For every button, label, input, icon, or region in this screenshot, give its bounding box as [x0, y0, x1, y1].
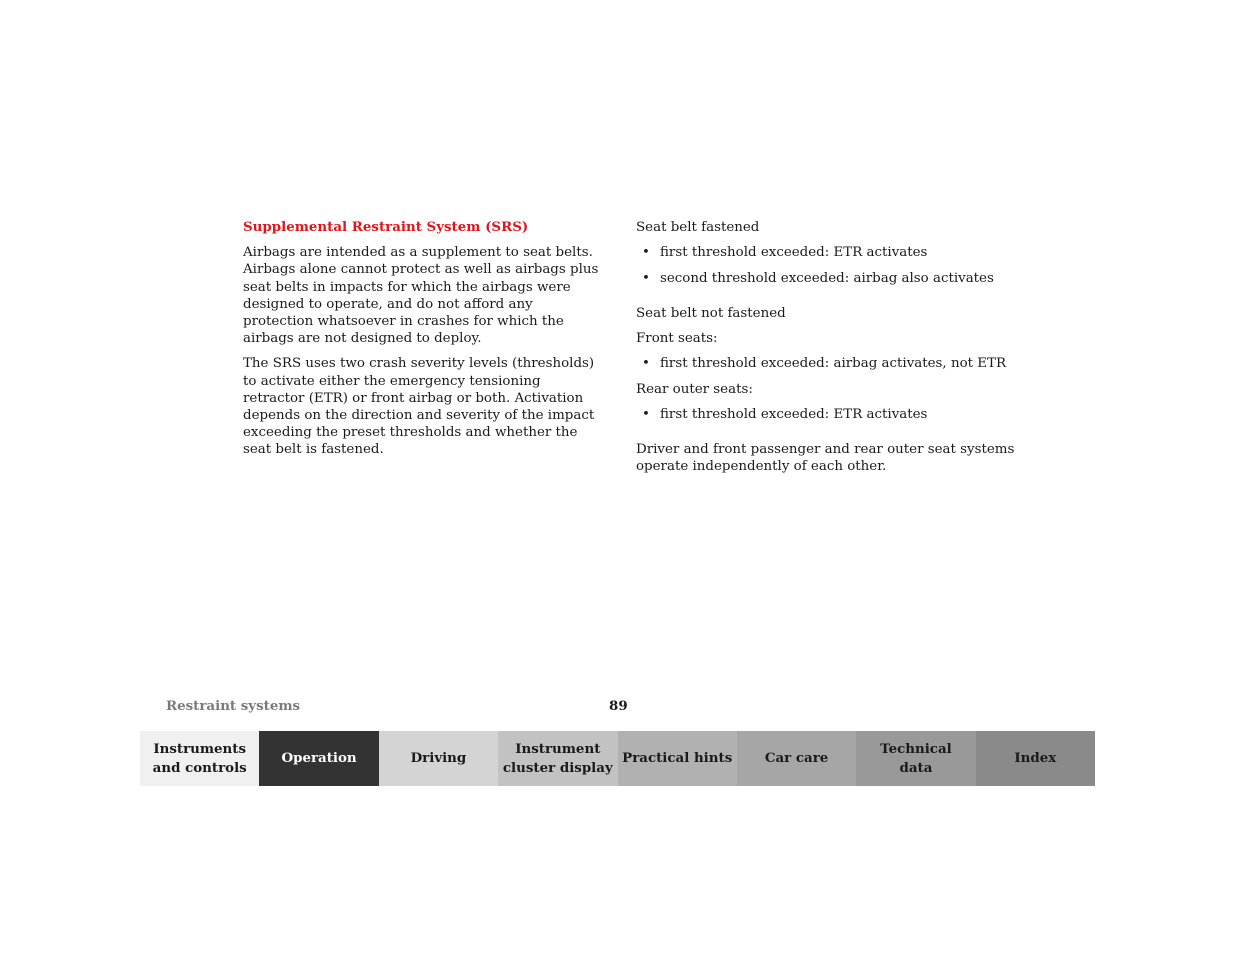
nav-tab-car-care[interactable]: Car care	[737, 731, 856, 786]
nav-tab-practical-hints[interactable]: Practical hints	[618, 731, 737, 786]
nav-tab-instruments-and-controls[interactable]: Instruments and controls	[140, 731, 259, 786]
left-column	[243, 219, 603, 467]
nav-tab-index[interactable]: Index	[976, 731, 1095, 786]
belt-fastened-list	[636, 244, 1016, 287]
belt-not-fastened-label: Seat belt not fastened	[636, 305, 786, 321]
front-seats-label: Front seats:	[636, 330, 718, 346]
list-item: • first threshold exceeded: ETR activates	[636, 244, 1016, 261]
list-item: • first threshold exceeded: ETR activates	[636, 406, 1016, 423]
nav-tab-driving[interactable]: Driving	[379, 731, 498, 786]
closing-paragraph: Driver and front passenger and rear outer seat systems operate independently of each other.	[636, 441, 1015, 474]
page-number: 89	[609, 698, 628, 714]
right-column	[636, 219, 1016, 483]
section-heading: Supplemental Restraint System (SRS)	[243, 219, 529, 235]
nav-tab-technical-data[interactable]: Technical data	[856, 731, 975, 786]
paragraph-airbag-supplement: Airbags are intended as a supplement to seat belts. Airbags alone cannot protect as well as airbags plus seat belts in impacts for which the airbags were designed to operate, and do not afford any protection whatsoever in crashes for which the airbags are not designed to deploy.	[243, 245, 599, 347]
chapter-navigation	[140, 731, 1095, 786]
list-item: • first threshold exceeded: airbag activates, not ETR	[636, 355, 1016, 372]
footer-section-title: Restraint systems	[166, 698, 301, 714]
rear-seats-list	[636, 406, 1016, 423]
rear-seats-label: Rear outer seats:	[636, 382, 753, 398]
paragraph-srs-thresholds: The SRS uses two crash severity levels (thresholds) to activate either the emergency tensioning retractor (ETR) or front airbag or both. Activation depends on the direction and severity of the impact exceeding the preset thresholds and whether the seat belt is fastened.	[243, 356, 595, 458]
list-item: • second threshold exceeded: airbag also activates	[636, 270, 1016, 287]
nav-tab-operation[interactable]: Operation	[259, 731, 378, 786]
front-seats-list	[636, 355, 1016, 372]
belt-fastened-label: Seat belt fastened	[636, 220, 760, 235]
nav-tab-instrument-cluster-display[interactable]: Instrument cluster display	[498, 731, 617, 786]
